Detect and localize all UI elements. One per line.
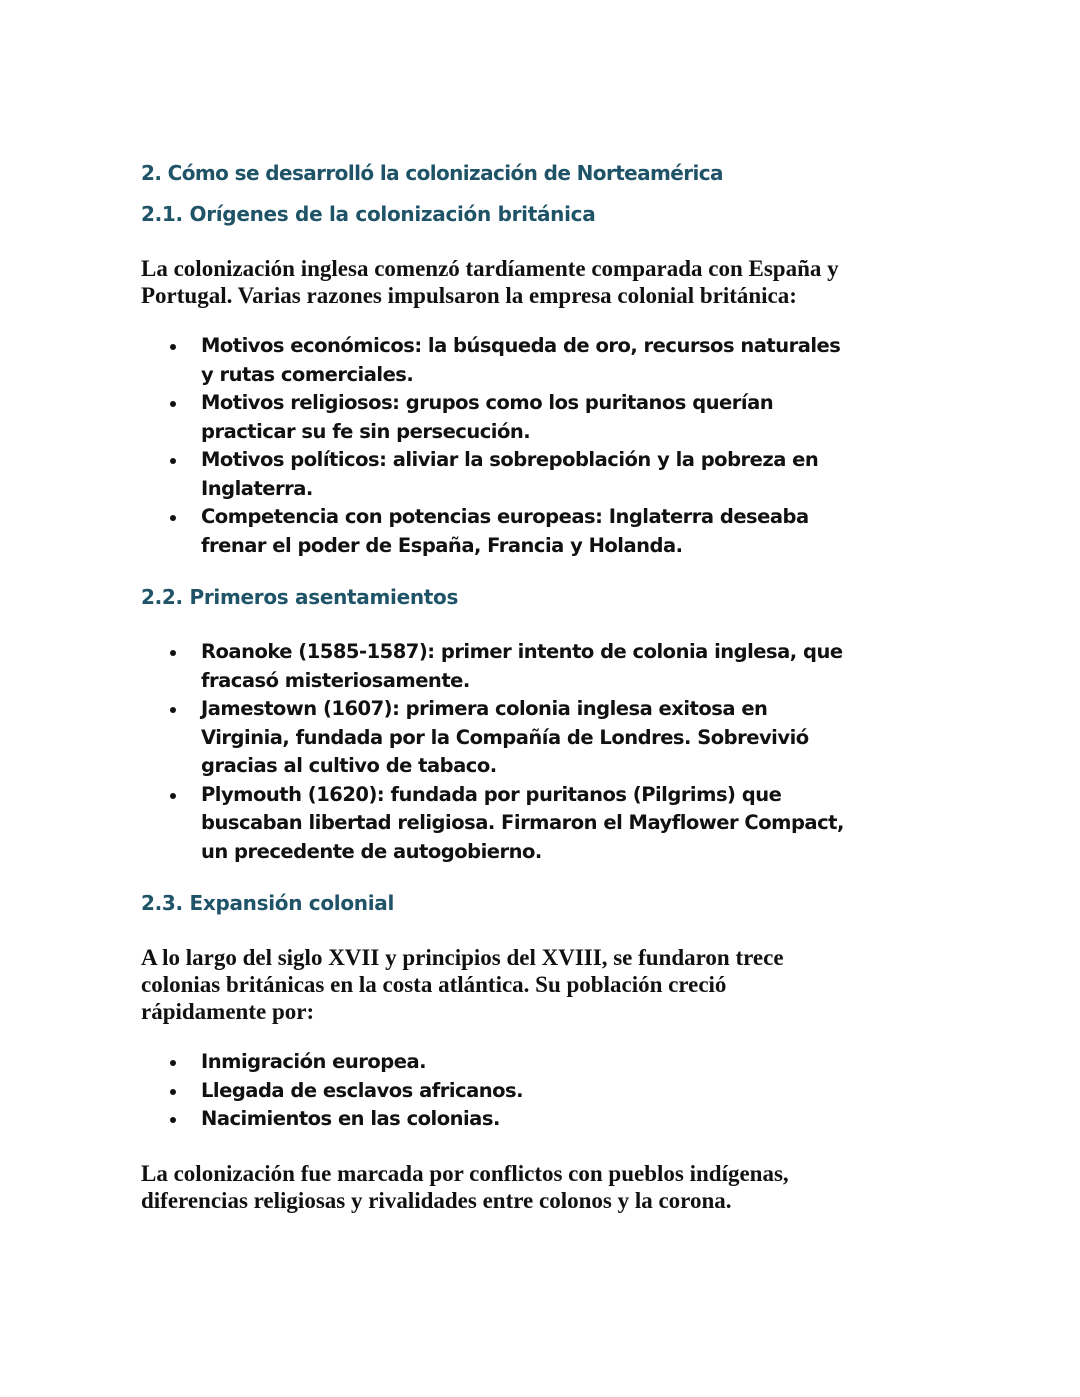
list-item: Roanoke (1585-1587): primer intento de colonia inglesa, que fracasó misteriosamente. xyxy=(141,638,851,695)
bullet-icon xyxy=(170,1117,176,1123)
list-item: Nacimientos en las colonias. xyxy=(141,1105,851,1134)
bullet-icon xyxy=(170,707,176,713)
settlements-bullet-list xyxy=(141,638,861,866)
origins-bullet-list xyxy=(141,332,861,560)
bullet-icon xyxy=(170,458,176,464)
bullet-icon xyxy=(170,515,176,521)
list-item: Motivos políticos: aliviar la sobrepoblación y la pobreza en Inglaterra. xyxy=(141,446,851,503)
section-heading-expansion: 2.3. Expansión colonial xyxy=(141,891,395,915)
list-item: Llegada de esclavos africanos. xyxy=(141,1077,851,1106)
expansion-bullet-list xyxy=(141,1048,861,1134)
list-item: Competencia con potencias europeas: Inglaterra deseaba frenar el poder de España, Francia y Holanda. xyxy=(141,503,851,560)
bullet-icon xyxy=(170,344,176,350)
list-item: Jamestown (1607): primera colonia inglesa exitosa en Virginia, fundada por la Compañía de Londres. Sobrevivió gracias al cultivo de tabaco. xyxy=(141,695,816,781)
bullet-icon xyxy=(170,1060,176,1066)
list-item: Motivos religiosos: grupos como los puritanos querían practicar su fe sin persecución. xyxy=(141,389,851,446)
list-item: Plymouth (1620): fundada por puritanos (Pilgrims) que buscaban libertad religiosa. Firmaron el Mayflower Compact, un precedente de autogobierno. xyxy=(141,781,851,867)
closing-paragraph: La colonización fue marcada por conflictos con pueblos indígenas, diferencias religiosas y rivalidades entre colonos y la corona. xyxy=(141,1160,789,1213)
main-heading: 2. Cómo se desarrolló la colonización de Norteamérica xyxy=(141,161,723,185)
bullet-icon xyxy=(170,401,176,407)
section-heading-origins: 2.1. Orígenes de la colonización británica xyxy=(141,202,596,226)
section-heading-settlements: 2.2. Primeros asentamientos xyxy=(141,585,459,609)
origins-intro-paragraph: La colonización inglesa comenzó tardíamente comparada con España y Portugal. Varias razones impulsaron la empresa colonial británica: xyxy=(141,256,839,308)
bullet-icon xyxy=(170,650,176,656)
expansion-intro-paragraph: A lo largo del siglo XVII y principios del XVIII, se fundaron trece colonias británicas en la costa atlántica. Su población creció rápidamente por: xyxy=(141,945,784,1024)
document-page xyxy=(141,155,861,1214)
list-item: Motivos económicos: la búsqueda de oro, recursos naturales y rutas comerciales. xyxy=(141,332,851,389)
bullet-icon xyxy=(170,793,176,799)
list-item: Inmigración europea. xyxy=(141,1048,851,1077)
bullet-icon xyxy=(170,1089,176,1095)
